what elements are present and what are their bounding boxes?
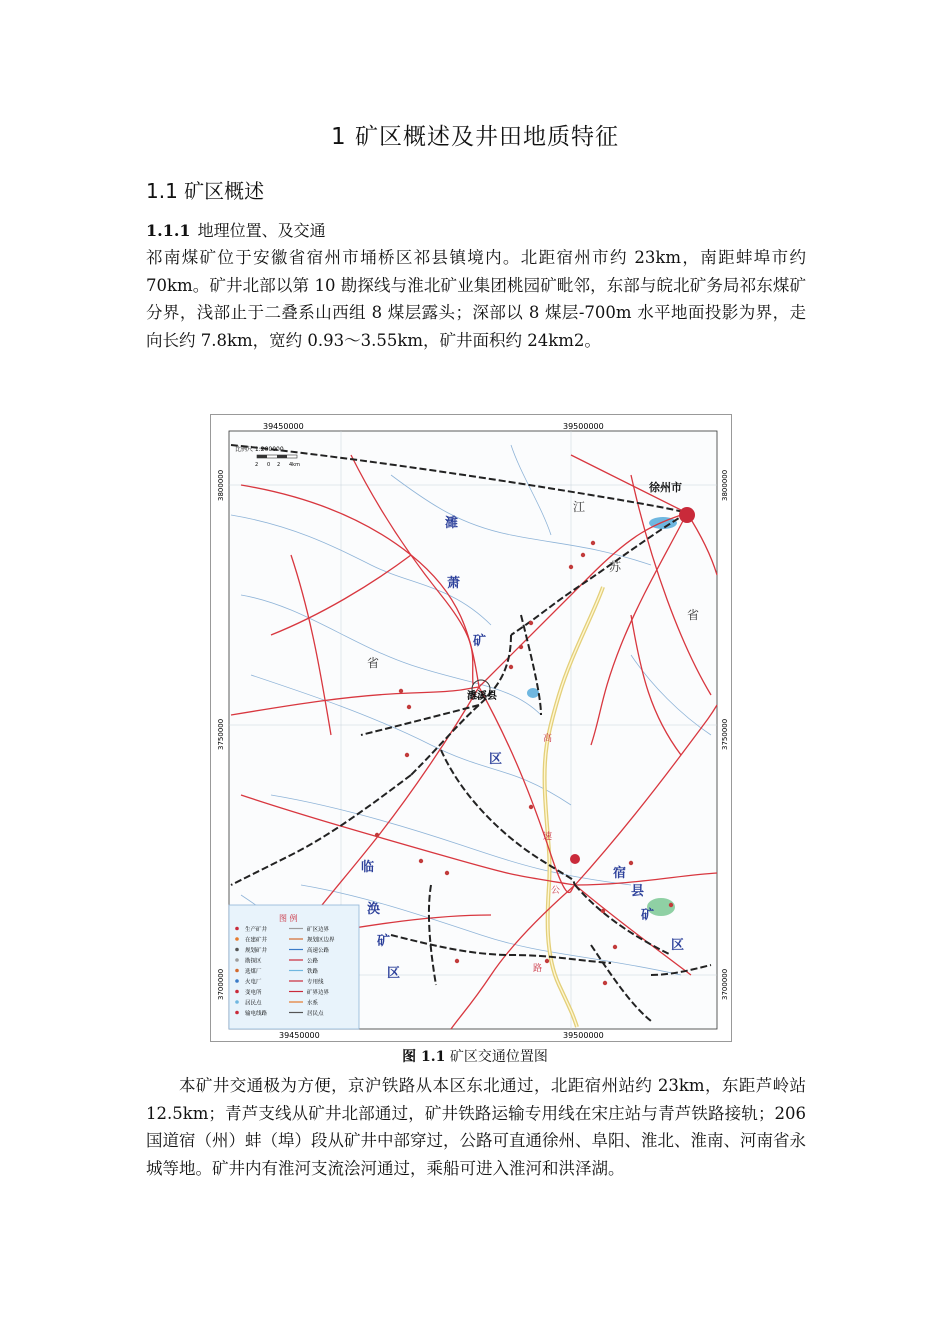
coord-right-mid: 3750000: [721, 718, 729, 750]
label-su-3: 速: [543, 832, 553, 842]
figure-caption-text: 矿区交通位置图: [445, 1049, 548, 1065]
legend-line-label: 高速公路: [307, 948, 330, 954]
legend-item-label: 在建矿井: [245, 937, 268, 944]
traffic-location-map: [210, 414, 732, 1042]
label-gong: 公: [551, 886, 561, 896]
coord-right-top: 3800000: [721, 469, 729, 501]
label-kuang-3: 矿: [641, 908, 655, 923]
xuzhou-city-symbol: [679, 507, 695, 523]
legend-line-label: 居民点: [307, 1011, 324, 1017]
legend-symbol: [235, 979, 239, 983]
map-legend: [229, 905, 359, 1029]
traffic-paragraph: 本矿井交通极为方便，京沪铁路从本区东北通过，北距宿州站约 23km，东距芦岭站 12.5km；青芦支线从矿井北部通过，矿井铁路运输专用线在宋庄站与青芦铁路接轨；206 国道宿（州）蚌（埠）段从矿井中部穿过，公路可直通徐州、阜阳、淮北、淮南、河南省永城等地。矿井内有淮河支流浍河通过，乘船可进入淮河和洪泽湖。: [146, 1076, 806, 1178]
subsection-title: [146, 218, 326, 241]
legend-line-label: 矿区边界: [307, 927, 330, 933]
scale-tick-2: 0: [267, 462, 271, 468]
legend-item-label: 选煤厂: [245, 969, 262, 975]
legend-line-label: 铁路: [307, 969, 319, 975]
label-lu: 路: [533, 964, 543, 974]
legend-symbol: [235, 958, 239, 962]
label-su: 苏: [609, 560, 622, 574]
scale-tick-4: 4km: [289, 462, 300, 468]
label-huai: 濉: [445, 516, 459, 531]
legend-item-label: 火电厂: [245, 979, 262, 986]
legend-line-label: 公路: [307, 958, 319, 965]
legend-symbol: [235, 937, 239, 941]
location-paragraph: 祁南煤矿位于安徽省宿州市埇桥区祁县镇境内。北距宿州市约 23km，南距蚌埠市约 70km。矿井北部以第 10 勘探线与淮北矿业集团桃园矿毗邻，东部与皖北矿务局祁东煤矿分界，浅部止于二叠系山西组 8 煤层露头；深部以 8 煤层-700m 水平地面投影为界，走向长约 7.8km，宽约 0.93～3.55km，矿井面积约 24km2。: [146, 248, 806, 350]
legend-symbol: [235, 969, 239, 973]
label-sheng-left: 省: [367, 656, 380, 670]
legend-item-label: 规划矿井: [245, 948, 268, 954]
figure-number: 图 1.1: [402, 1049, 446, 1065]
legend-line-label: 专用线: [307, 979, 324, 986]
legend-symbol: [235, 1011, 239, 1015]
suzhou-city-symbol: [570, 854, 580, 864]
label-su-2: 宿: [613, 866, 627, 881]
label-huaibei: 濉溪县: [467, 691, 497, 702]
legend-item-label: 勘探区: [245, 958, 262, 965]
label-sheng-right: 省: [687, 608, 700, 622]
legend-symbol: [235, 1000, 239, 1004]
coord-right-bottom: 3700000: [721, 968, 729, 1000]
label-kuang-2: 矿: [377, 934, 391, 949]
scale-tick-1: 2: [255, 462, 259, 468]
label-kuang-1: 矿: [473, 634, 487, 649]
legend-item-label: 生产矿井: [245, 927, 268, 933]
label-xuzhou: 徐州市: [649, 481, 682, 494]
label-gao: 高: [543, 734, 553, 744]
legend-title: 图 例: [279, 914, 298, 923]
subsection-text: 地理位置、及交通: [192, 221, 326, 240]
chapter-title: 1 矿区概述及井田地质特征: [331, 124, 619, 150]
label-qu-3: 区: [671, 938, 685, 953]
coord-top-left: 39450000: [263, 422, 304, 431]
legend-line-label: 矿界边界: [307, 990, 330, 996]
coord-top-right: 39500000: [563, 422, 604, 431]
label-qu-2: 区: [387, 966, 401, 981]
coord-bottom-right: 39500000: [563, 1031, 604, 1040]
scale-label: 比例尺 1:200000: [235, 446, 284, 453]
label-huan: 涣: [367, 902, 381, 917]
coord-left-bottom: 3700000: [217, 968, 225, 1000]
scale-tick-3: 2: [277, 462, 281, 468]
legend-line-label: 规划区边界: [307, 937, 335, 944]
legend-symbol: [235, 990, 239, 994]
label-xian: 县: [631, 884, 645, 899]
legend-symbol: [235, 948, 239, 952]
legend-line-label: 水系: [307, 1000, 319, 1007]
label-jiang: 江: [573, 500, 586, 514]
coord-bottom-left: 39450000: [279, 1031, 320, 1040]
legend-item-label: 输电线路: [245, 1011, 268, 1017]
legend-item-label: 变电所: [245, 990, 262, 996]
legend-symbol: [235, 927, 239, 931]
coord-left-top: 3800000: [217, 469, 225, 501]
subsection-number: 1.1.1: [146, 221, 191, 240]
label-xiao: 萧: [447, 576, 461, 591]
coord-left-mid: 3750000: [217, 718, 225, 750]
label-lin: 临: [361, 860, 375, 875]
label-qu-1: 区: [489, 752, 503, 767]
section-title: 1.1 矿区概述: [146, 179, 265, 203]
figure-caption: [0, 1046, 950, 1066]
legend-item-label: 居民点: [245, 1000, 262, 1007]
